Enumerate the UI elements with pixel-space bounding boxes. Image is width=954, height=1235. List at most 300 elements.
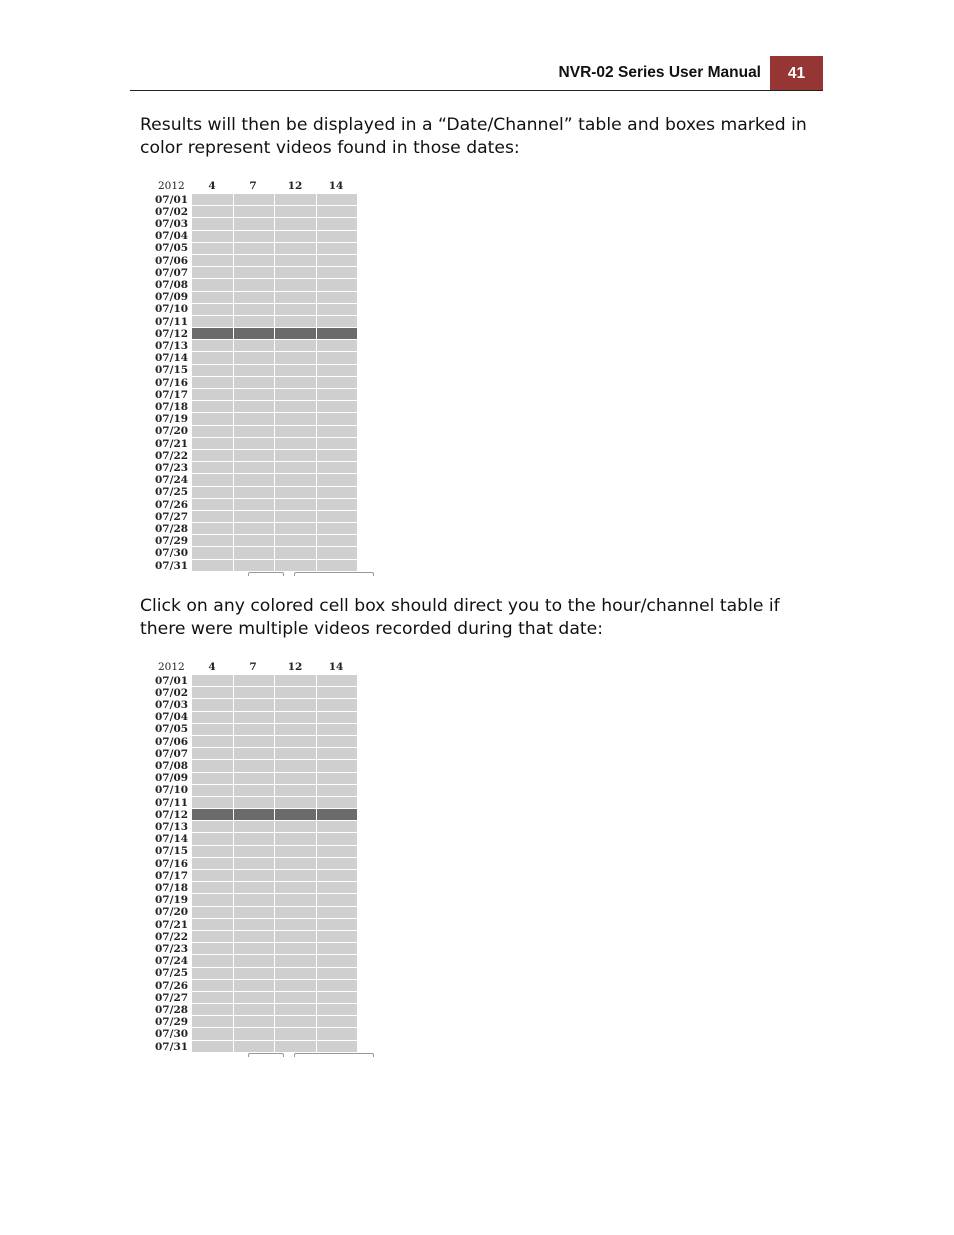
empty-cell bbox=[275, 1041, 316, 1052]
date-row-label: 07/20 bbox=[155, 425, 189, 438]
empty-cell bbox=[192, 943, 233, 954]
empty-cell bbox=[275, 955, 316, 966]
table-row bbox=[192, 1028, 358, 1039]
footer-tab[interactable] bbox=[248, 572, 284, 576]
empty-cell bbox=[275, 499, 316, 510]
date-row-label: 07/08 bbox=[155, 278, 189, 291]
date-row-label: 07/24 bbox=[155, 474, 189, 487]
empty-cell bbox=[192, 1004, 233, 1015]
empty-cell bbox=[275, 882, 316, 893]
date-row-label: 07/10 bbox=[155, 784, 189, 797]
empty-cell bbox=[317, 462, 358, 473]
empty-cell bbox=[192, 955, 233, 966]
empty-cell bbox=[317, 821, 358, 832]
table-row bbox=[192, 352, 358, 363]
table-row bbox=[192, 882, 358, 893]
empty-cell bbox=[192, 992, 233, 1003]
recording-cell[interactable] bbox=[317, 809, 358, 820]
empty-cell bbox=[317, 675, 358, 686]
empty-cell bbox=[317, 206, 358, 217]
table-row bbox=[192, 560, 358, 571]
empty-cell bbox=[234, 882, 275, 893]
table-footer-tabs bbox=[248, 572, 374, 576]
table-row bbox=[192, 292, 358, 303]
empty-cell bbox=[275, 292, 316, 303]
empty-cell bbox=[317, 292, 358, 303]
date-row-label: 07/21 bbox=[155, 918, 189, 931]
empty-cell bbox=[192, 712, 233, 723]
empty-cell bbox=[192, 699, 233, 710]
empty-cell bbox=[275, 1016, 316, 1027]
empty-cell bbox=[275, 797, 316, 808]
empty-cell bbox=[275, 919, 316, 930]
empty-cell bbox=[234, 736, 275, 747]
empty-cell bbox=[234, 206, 275, 217]
empty-cell bbox=[234, 992, 275, 1003]
empty-cell bbox=[192, 931, 233, 942]
empty-cell bbox=[192, 267, 233, 278]
empty-cell bbox=[275, 712, 316, 723]
year-label: 2012 bbox=[158, 661, 185, 673]
empty-cell bbox=[317, 882, 358, 893]
empty-cell bbox=[234, 377, 275, 388]
date-channel-grid bbox=[192, 675, 358, 1053]
empty-cell bbox=[234, 712, 275, 723]
empty-cell bbox=[234, 858, 275, 869]
page-number-badge: 41 bbox=[770, 56, 823, 91]
empty-cell bbox=[317, 547, 358, 558]
empty-cell bbox=[317, 687, 358, 698]
empty-cell bbox=[275, 218, 316, 229]
recording-cell[interactable] bbox=[317, 328, 358, 339]
empty-cell bbox=[275, 760, 316, 771]
date-row-label: 07/13 bbox=[155, 339, 189, 352]
empty-cell bbox=[275, 243, 316, 254]
table-row bbox=[192, 218, 358, 229]
date-row-label: 07/24 bbox=[155, 955, 189, 968]
table-row bbox=[192, 389, 358, 400]
empty-cell bbox=[275, 267, 316, 278]
recording-cell[interactable] bbox=[275, 328, 316, 339]
empty-cell bbox=[192, 919, 233, 930]
date-row-label: 07/14 bbox=[155, 833, 189, 846]
table-row bbox=[192, 968, 358, 979]
empty-cell bbox=[234, 304, 275, 315]
date-row-label: 07/15 bbox=[155, 845, 189, 858]
empty-cell bbox=[275, 773, 316, 784]
empty-cell bbox=[192, 870, 233, 881]
empty-cell bbox=[275, 894, 316, 905]
empty-cell bbox=[192, 907, 233, 918]
empty-cell bbox=[192, 243, 233, 254]
table-row bbox=[192, 894, 358, 905]
table-row bbox=[192, 438, 358, 449]
recording-cell[interactable] bbox=[192, 328, 233, 339]
table-row bbox=[192, 748, 358, 759]
date-row-label: 07/10 bbox=[155, 303, 189, 316]
empty-cell bbox=[317, 231, 358, 242]
empty-cell bbox=[234, 894, 275, 905]
date-row-label: 07/25 bbox=[155, 967, 189, 980]
table-row bbox=[192, 511, 358, 522]
date-row-label: 07/15 bbox=[155, 364, 189, 377]
footer-tab[interactable] bbox=[248, 1053, 284, 1057]
date-row-label: 07/05 bbox=[155, 242, 189, 255]
empty-cell bbox=[275, 968, 316, 979]
date-row-label: 07/02 bbox=[155, 205, 189, 218]
recording-cell[interactable] bbox=[192, 809, 233, 820]
empty-cell bbox=[192, 785, 233, 796]
empty-cell bbox=[234, 511, 275, 522]
table-row bbox=[192, 773, 358, 784]
empty-cell bbox=[317, 499, 358, 510]
empty-cell bbox=[275, 687, 316, 698]
year-label: 2012 bbox=[158, 180, 185, 192]
empty-cell bbox=[317, 748, 358, 759]
empty-cell bbox=[192, 206, 233, 217]
empty-cell bbox=[317, 450, 358, 461]
empty-cell bbox=[317, 365, 358, 376]
channel-header: 12 bbox=[287, 661, 303, 673]
empty-cell bbox=[317, 340, 358, 351]
empty-cell bbox=[234, 438, 275, 449]
empty-cell bbox=[275, 858, 316, 869]
empty-cell bbox=[275, 352, 316, 363]
empty-cell bbox=[192, 511, 233, 522]
empty-cell bbox=[192, 438, 233, 449]
date-row-label: 07/04 bbox=[155, 230, 189, 243]
empty-cell bbox=[275, 462, 316, 473]
table-row bbox=[192, 980, 358, 991]
empty-cell bbox=[317, 894, 358, 905]
date-row-label: 07/04 bbox=[155, 711, 189, 724]
empty-cell bbox=[234, 846, 275, 857]
date-row-label: 07/23 bbox=[155, 942, 189, 955]
empty-cell bbox=[192, 218, 233, 229]
empty-cell bbox=[234, 389, 275, 400]
empty-cell bbox=[275, 992, 316, 1003]
recording-cell[interactable] bbox=[275, 809, 316, 820]
header-divider bbox=[130, 90, 823, 91]
date-row-label: 07/18 bbox=[155, 881, 189, 894]
empty-cell bbox=[317, 833, 358, 844]
empty-cell bbox=[275, 487, 316, 498]
empty-cell bbox=[275, 931, 316, 942]
empty-cell bbox=[234, 316, 275, 327]
table-row bbox=[192, 547, 358, 558]
empty-cell bbox=[317, 907, 358, 918]
table-row bbox=[192, 231, 358, 242]
empty-cell bbox=[234, 699, 275, 710]
empty-cell bbox=[275, 523, 316, 534]
date-row-label: 07/23 bbox=[155, 461, 189, 474]
date-row-label: 07/14 bbox=[155, 352, 189, 365]
date-row-label: 07/11 bbox=[155, 315, 189, 328]
date-row-label: 07/03 bbox=[155, 698, 189, 711]
date-row-label: 07/26 bbox=[155, 979, 189, 992]
table-row bbox=[192, 487, 358, 498]
empty-cell bbox=[234, 1041, 275, 1052]
empty-cell bbox=[192, 675, 233, 686]
empty-cell bbox=[317, 389, 358, 400]
empty-cell bbox=[192, 365, 233, 376]
date-row-label: 07/22 bbox=[155, 449, 189, 462]
table-row bbox=[192, 450, 358, 461]
empty-cell bbox=[192, 1041, 233, 1052]
empty-cell bbox=[234, 943, 275, 954]
empty-cell bbox=[234, 365, 275, 376]
date-row-label: 07/30 bbox=[155, 547, 189, 560]
table-row bbox=[192, 858, 358, 869]
date-row-label: 07/19 bbox=[155, 894, 189, 907]
table-row bbox=[192, 760, 358, 771]
date-row-label: 07/06 bbox=[155, 735, 189, 748]
empty-cell bbox=[192, 352, 233, 363]
empty-cell bbox=[192, 462, 233, 473]
empty-cell bbox=[234, 560, 275, 571]
empty-cell bbox=[192, 499, 233, 510]
empty-cell bbox=[192, 1028, 233, 1039]
date-row-label: 07/27 bbox=[155, 510, 189, 523]
empty-cell bbox=[317, 426, 358, 437]
intro-paragraph: Results will then be displayed in a “Date/Channel” table and boxes marked in color represent videos found in those dates: bbox=[140, 115, 807, 158]
empty-cell bbox=[234, 474, 275, 485]
empty-cell bbox=[192, 413, 233, 424]
table-row bbox=[192, 846, 358, 857]
empty-cell bbox=[275, 748, 316, 759]
empty-cell bbox=[275, 194, 316, 205]
date-row-label: 07/27 bbox=[155, 991, 189, 1004]
empty-cell bbox=[317, 438, 358, 449]
empty-cell bbox=[192, 821, 233, 832]
date-row-label: 07/17 bbox=[155, 869, 189, 882]
empty-cell bbox=[192, 1016, 233, 1027]
empty-cell bbox=[275, 511, 316, 522]
table-row bbox=[192, 943, 358, 954]
date-row-label: 07/03 bbox=[155, 217, 189, 230]
empty-cell bbox=[275, 833, 316, 844]
table-row bbox=[192, 1004, 358, 1015]
empty-cell bbox=[234, 955, 275, 966]
empty-cell bbox=[234, 724, 275, 735]
empty-cell bbox=[192, 340, 233, 351]
empty-cell bbox=[234, 401, 275, 412]
date-row-label: 07/09 bbox=[155, 291, 189, 304]
empty-cell bbox=[192, 724, 233, 735]
click-instruction-paragraph: Click on any colored cell box should direct you to the hour/channel table if there were multiple videos recorded during that date: bbox=[140, 596, 780, 639]
empty-cell bbox=[317, 255, 358, 266]
date-row-label: 07/02 bbox=[155, 686, 189, 699]
empty-cell bbox=[275, 304, 316, 315]
channel-header: 4 bbox=[208, 661, 216, 673]
empty-cell bbox=[275, 255, 316, 266]
empty-cell bbox=[317, 1016, 358, 1027]
empty-cell bbox=[192, 687, 233, 698]
table-row bbox=[192, 267, 358, 278]
date-row-label: 07/29 bbox=[155, 535, 189, 548]
table-row bbox=[192, 931, 358, 942]
footer-tab[interactable] bbox=[294, 1053, 374, 1057]
empty-cell bbox=[317, 992, 358, 1003]
empty-cell bbox=[192, 748, 233, 759]
empty-cell bbox=[275, 1004, 316, 1015]
empty-cell bbox=[234, 535, 275, 546]
table-row bbox=[192, 535, 358, 546]
empty-cell bbox=[234, 821, 275, 832]
table-row bbox=[192, 243, 358, 254]
empty-cell bbox=[234, 462, 275, 473]
empty-cell bbox=[234, 833, 275, 844]
table-row bbox=[192, 736, 358, 747]
table-row bbox=[192, 426, 358, 437]
empty-cell bbox=[234, 1004, 275, 1015]
manual-title: NVR-02 Series User Manual bbox=[558, 64, 761, 81]
empty-cell bbox=[275, 699, 316, 710]
empty-cell bbox=[275, 438, 316, 449]
date-channel-table-after-click bbox=[150, 661, 376, 1057]
empty-cell bbox=[317, 870, 358, 881]
table-row bbox=[192, 955, 358, 966]
recording-cell[interactable] bbox=[234, 328, 275, 339]
empty-cell bbox=[275, 821, 316, 832]
empty-cell bbox=[234, 870, 275, 881]
empty-cell bbox=[317, 919, 358, 930]
empty-cell bbox=[317, 955, 358, 966]
empty-cell bbox=[275, 736, 316, 747]
empty-cell bbox=[317, 304, 358, 315]
empty-cell bbox=[317, 279, 358, 290]
table-row bbox=[192, 907, 358, 918]
empty-cell bbox=[317, 474, 358, 485]
table-row bbox=[192, 279, 358, 290]
table-row bbox=[192, 724, 358, 735]
empty-cell bbox=[234, 194, 275, 205]
empty-cell bbox=[275, 547, 316, 558]
empty-cell bbox=[192, 535, 233, 546]
empty-cell bbox=[234, 675, 275, 686]
empty-cell bbox=[234, 760, 275, 771]
table-row bbox=[192, 255, 358, 266]
date-row-label: 07/13 bbox=[155, 820, 189, 833]
empty-cell bbox=[317, 401, 358, 412]
empty-cell bbox=[234, 231, 275, 242]
footer-tab[interactable] bbox=[294, 572, 374, 576]
date-row-label: 07/16 bbox=[155, 857, 189, 870]
empty-cell bbox=[192, 474, 233, 485]
empty-cell bbox=[234, 340, 275, 351]
empty-cell bbox=[192, 846, 233, 857]
empty-cell bbox=[192, 487, 233, 498]
table-row bbox=[192, 1016, 358, 1027]
empty-cell bbox=[234, 907, 275, 918]
date-row-label: 07/29 bbox=[155, 1016, 189, 1029]
empty-cell bbox=[317, 968, 358, 979]
empty-cell bbox=[275, 231, 316, 242]
empty-cell bbox=[192, 377, 233, 388]
empty-cell bbox=[275, 724, 316, 735]
table-row bbox=[192, 340, 358, 351]
recording-cell[interactable] bbox=[234, 809, 275, 820]
date-row-label: 07/07 bbox=[155, 747, 189, 760]
table-row bbox=[192, 304, 358, 315]
empty-cell bbox=[192, 894, 233, 905]
date-row-label: 07/31 bbox=[155, 1040, 189, 1053]
empty-cell bbox=[192, 523, 233, 534]
date-row-label: 07/22 bbox=[155, 930, 189, 943]
channel-header: 7 bbox=[249, 661, 257, 673]
date-row-label: 07/16 bbox=[155, 376, 189, 389]
table-row bbox=[192, 809, 358, 820]
table-row bbox=[192, 499, 358, 510]
empty-cell bbox=[192, 833, 233, 844]
date-row-label: 07/01 bbox=[155, 674, 189, 687]
empty-cell bbox=[192, 316, 233, 327]
empty-cell bbox=[275, 785, 316, 796]
date-row-label: 07/17 bbox=[155, 388, 189, 401]
table-row bbox=[192, 328, 358, 339]
empty-cell bbox=[275, 377, 316, 388]
empty-cell bbox=[275, 1028, 316, 1039]
empty-cell bbox=[275, 870, 316, 881]
date-row-label: 07/20 bbox=[155, 906, 189, 919]
table-row bbox=[192, 870, 358, 881]
empty-cell bbox=[317, 194, 358, 205]
date-row-label: 07/21 bbox=[155, 437, 189, 450]
empty-cell bbox=[234, 748, 275, 759]
empty-cell bbox=[192, 450, 233, 461]
table-row bbox=[192, 785, 358, 796]
date-row-label: 07/07 bbox=[155, 266, 189, 279]
table-row bbox=[192, 462, 358, 473]
empty-cell bbox=[275, 560, 316, 571]
empty-cell bbox=[317, 980, 358, 991]
channel-header: 14 bbox=[328, 180, 344, 192]
table-row bbox=[192, 687, 358, 698]
empty-cell bbox=[192, 547, 233, 558]
table-row bbox=[192, 377, 358, 388]
empty-cell bbox=[317, 699, 358, 710]
empty-cell bbox=[317, 724, 358, 735]
empty-cell bbox=[317, 846, 358, 857]
empty-cell bbox=[192, 292, 233, 303]
date-row-label: 07/25 bbox=[155, 486, 189, 499]
empty-cell bbox=[192, 389, 233, 400]
empty-cell bbox=[317, 218, 358, 229]
empty-cell bbox=[317, 760, 358, 771]
channel-header: 7 bbox=[249, 180, 257, 192]
date-row-label: 07/12 bbox=[155, 808, 189, 821]
empty-cell bbox=[317, 535, 358, 546]
table-row bbox=[192, 413, 358, 424]
empty-cell bbox=[234, 352, 275, 363]
empty-cell bbox=[317, 773, 358, 784]
empty-cell bbox=[234, 523, 275, 534]
table-row bbox=[192, 365, 358, 376]
empty-cell bbox=[192, 279, 233, 290]
empty-cell bbox=[234, 1016, 275, 1027]
date-row-label: 07/11 bbox=[155, 796, 189, 809]
empty-cell bbox=[192, 560, 233, 571]
empty-cell bbox=[275, 206, 316, 217]
empty-cell bbox=[192, 882, 233, 893]
empty-cell bbox=[317, 413, 358, 424]
empty-cell bbox=[192, 736, 233, 747]
empty-cell bbox=[234, 980, 275, 991]
empty-cell bbox=[234, 267, 275, 278]
empty-cell bbox=[317, 316, 358, 327]
empty-cell bbox=[234, 450, 275, 461]
date-row-label: 07/08 bbox=[155, 759, 189, 772]
